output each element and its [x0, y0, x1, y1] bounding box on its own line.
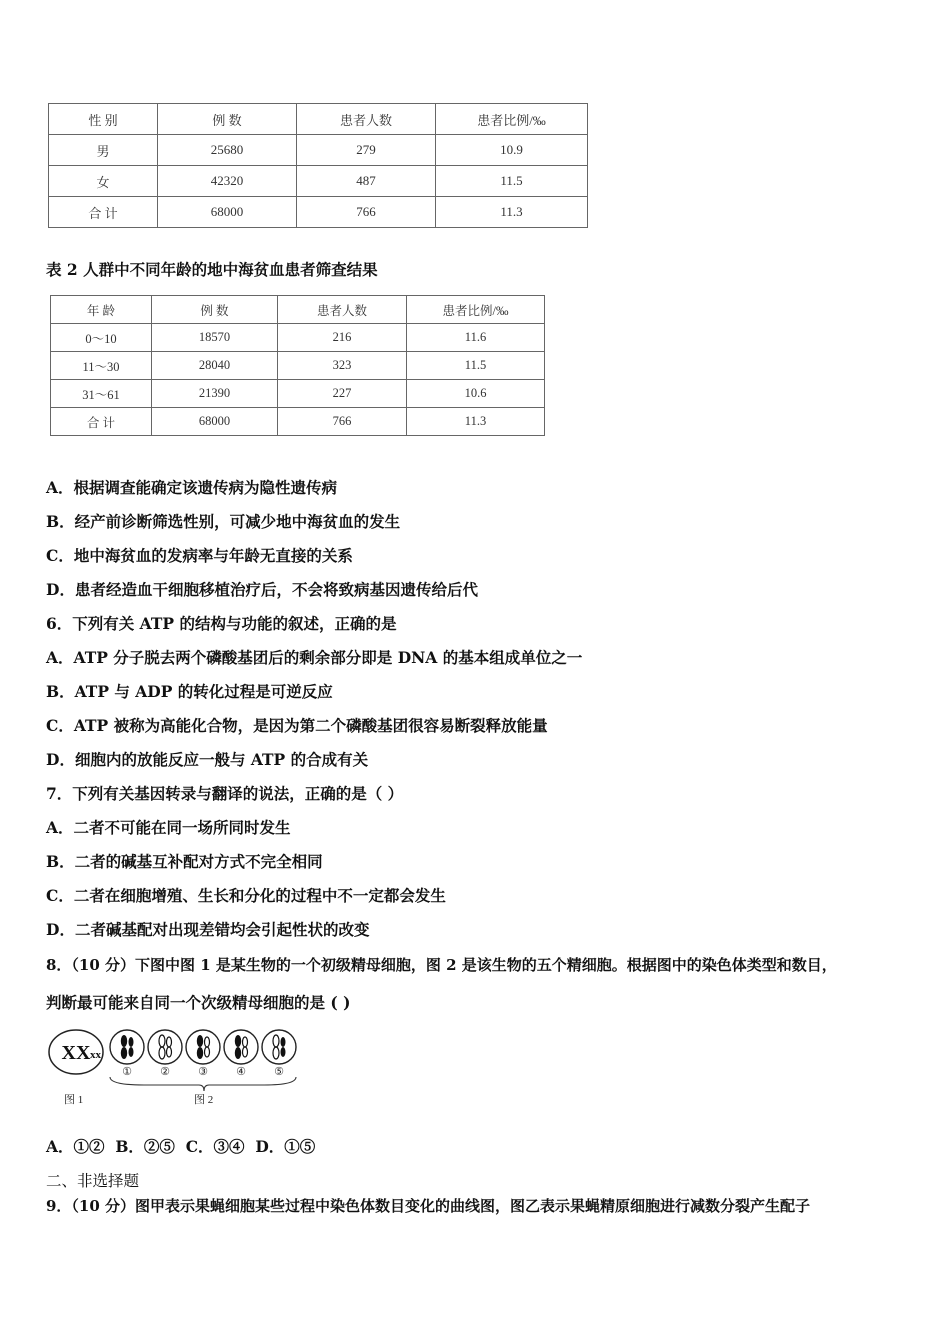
header-cell: 例 数: [158, 104, 297, 135]
q7-option-c: C．二者在细胞增殖、生长和分化的过程中不一定都会发生: [46, 886, 446, 905]
table2-caption: 表 2 人群中不同年龄的地中海贫血患者筛查结果: [46, 260, 378, 279]
figure1-primary-spermatocyte: [49, 1030, 103, 1074]
figure2-sperm-cells: [110, 1030, 296, 1091]
q7-option-b: B．二者的碱基互补配对方式不完全相同: [46, 852, 323, 871]
table-gender-screening: [48, 103, 588, 228]
table-row: [51, 380, 545, 408]
table-cell: 男: [49, 135, 158, 166]
q5-option-d: D．患者经造血干细胞移植治疗后，不会将致病基因遗传给后代: [46, 580, 478, 599]
table-cell: 28040: [152, 352, 278, 380]
q8-options: A．①② B．②⑤ C．③④ D．①⑤: [46, 1137, 316, 1156]
table-cell: 合 计: [49, 197, 158, 228]
svg-text:xx: xx: [90, 1049, 101, 1061]
sperm-cell-1: [110, 1030, 144, 1064]
table-row: [51, 352, 545, 380]
q8-stem-line2: 判断最可能来自同一个次级精母细胞的是 ( ): [46, 993, 351, 1012]
table-row: [51, 324, 545, 352]
table-cell: 68000: [152, 408, 278, 436]
header-cell: 患者比例/‰: [436, 104, 588, 135]
table-cell: 766: [278, 408, 407, 436]
sperm-cell-3: [186, 1030, 220, 1064]
cell-label: ①: [122, 1065, 132, 1078]
table-cell: 11.3: [407, 408, 545, 436]
table-age-screening: [50, 295, 545, 436]
table-cell: 25680: [158, 135, 297, 166]
table-cell: 11.5: [436, 166, 588, 197]
table-cell: 279: [297, 135, 436, 166]
header-cell: 年 龄: [51, 296, 152, 324]
table-cell: 11.5: [407, 352, 545, 380]
table-cell: 11.3: [436, 197, 588, 228]
table-cell: 487: [297, 166, 436, 197]
table-cell: 323: [278, 352, 407, 380]
table-cell: 合 计: [51, 408, 152, 436]
q5-option-b: B．经产前诊断筛选性别，可减少地中海贫血的发生: [46, 512, 401, 531]
svg-text:XX: XX: [61, 1042, 91, 1064]
table-row: [49, 197, 588, 228]
header-cell: 例 数: [152, 296, 278, 324]
sperm-cell-4: [224, 1030, 258, 1064]
q5-option-a: A．根据调查能确定该遗传病为隐性遗传病: [46, 478, 338, 497]
q7-option-d: D．二者碱基配对出现差错均会引起性状的改变: [46, 920, 370, 939]
table-cell: 女: [49, 166, 158, 197]
q6-option-b: B．ATP 与 ADP 的转化过程是可逆反应: [46, 682, 333, 701]
table-cell: 227: [278, 380, 407, 408]
cell-label: ④: [236, 1065, 246, 1078]
chromosome-figure: [44, 1025, 304, 1110]
table-cell: 31～61: [51, 380, 152, 408]
table-row: [51, 408, 545, 436]
table-cell: 766: [297, 197, 436, 228]
header-cell: 患者人数: [278, 296, 407, 324]
section-heading: 二、非选择题: [46, 1172, 140, 1190]
header-cell: 患者人数: [297, 104, 436, 135]
table-header-row: [49, 104, 588, 135]
table-cell: 11.6: [407, 324, 545, 352]
table-cell: 42320: [158, 166, 297, 197]
q6-option-d: D．细胞内的放能反应一般与 ATP 的合成有关: [46, 750, 369, 769]
figure1-label: 图 1: [64, 1094, 84, 1106]
table-cell: 10.6: [407, 380, 545, 408]
table-cell: 21390: [152, 380, 278, 408]
q8-stem-line1: 8．（10 分）下图中图 1 是某生物的一个初级精母细胞，图 2 是该生物的五个精细胞。根据图中的染色体类型和数目，: [46, 956, 837, 974]
table-header-row: [51, 296, 545, 324]
table-row: [49, 135, 588, 166]
sperm-cell-5: [262, 1030, 296, 1064]
q6-option-a: A．ATP 分子脱去两个磷酸基团后的剩余部分即是 DNA 的基本组成单位之一: [46, 648, 583, 667]
figure2-brace: [110, 1077, 296, 1091]
figure2-label: 图 2: [194, 1094, 214, 1106]
q5-option-c: C．地中海贫血的发病率与年龄无直接的关系: [46, 546, 353, 565]
cell-label: ②: [160, 1065, 170, 1078]
table-cell: 11～30: [51, 352, 152, 380]
q9-stem: 9．（10 分）图甲表示果蝇细胞某些过程中染色体数目变化的曲线图，图乙表示果蝇精原细胞进行减数分裂产生配子: [46, 1197, 811, 1215]
header-cell: 患者比例/‰: [407, 296, 545, 324]
table-cell: 10.9: [436, 135, 588, 166]
q6-stem: 6．下列有关 ATP 的结构与功能的叙述，正确的是: [46, 614, 397, 633]
q6-option-c: C．ATP 被称为高能化合物，是因为第二个磷酸基团很容易断裂释放能量: [46, 716, 548, 735]
cell-label: ⑤: [274, 1065, 284, 1078]
table-cell: 0～10: [51, 324, 152, 352]
header-cell: 性 别: [49, 104, 158, 135]
table-cell: 216: [278, 324, 407, 352]
table-cell: 18570: [152, 324, 278, 352]
cell-label: ③: [198, 1065, 208, 1078]
table-cell: 68000: [158, 197, 297, 228]
table-row: [49, 166, 588, 197]
sperm-cell-2: [148, 1030, 182, 1064]
q7-stem: 7．下列有关基因转录与翻译的说法，正确的是（ ）: [46, 784, 404, 803]
q7-option-a: A．二者不可能在同一场所同时发生: [46, 818, 291, 837]
